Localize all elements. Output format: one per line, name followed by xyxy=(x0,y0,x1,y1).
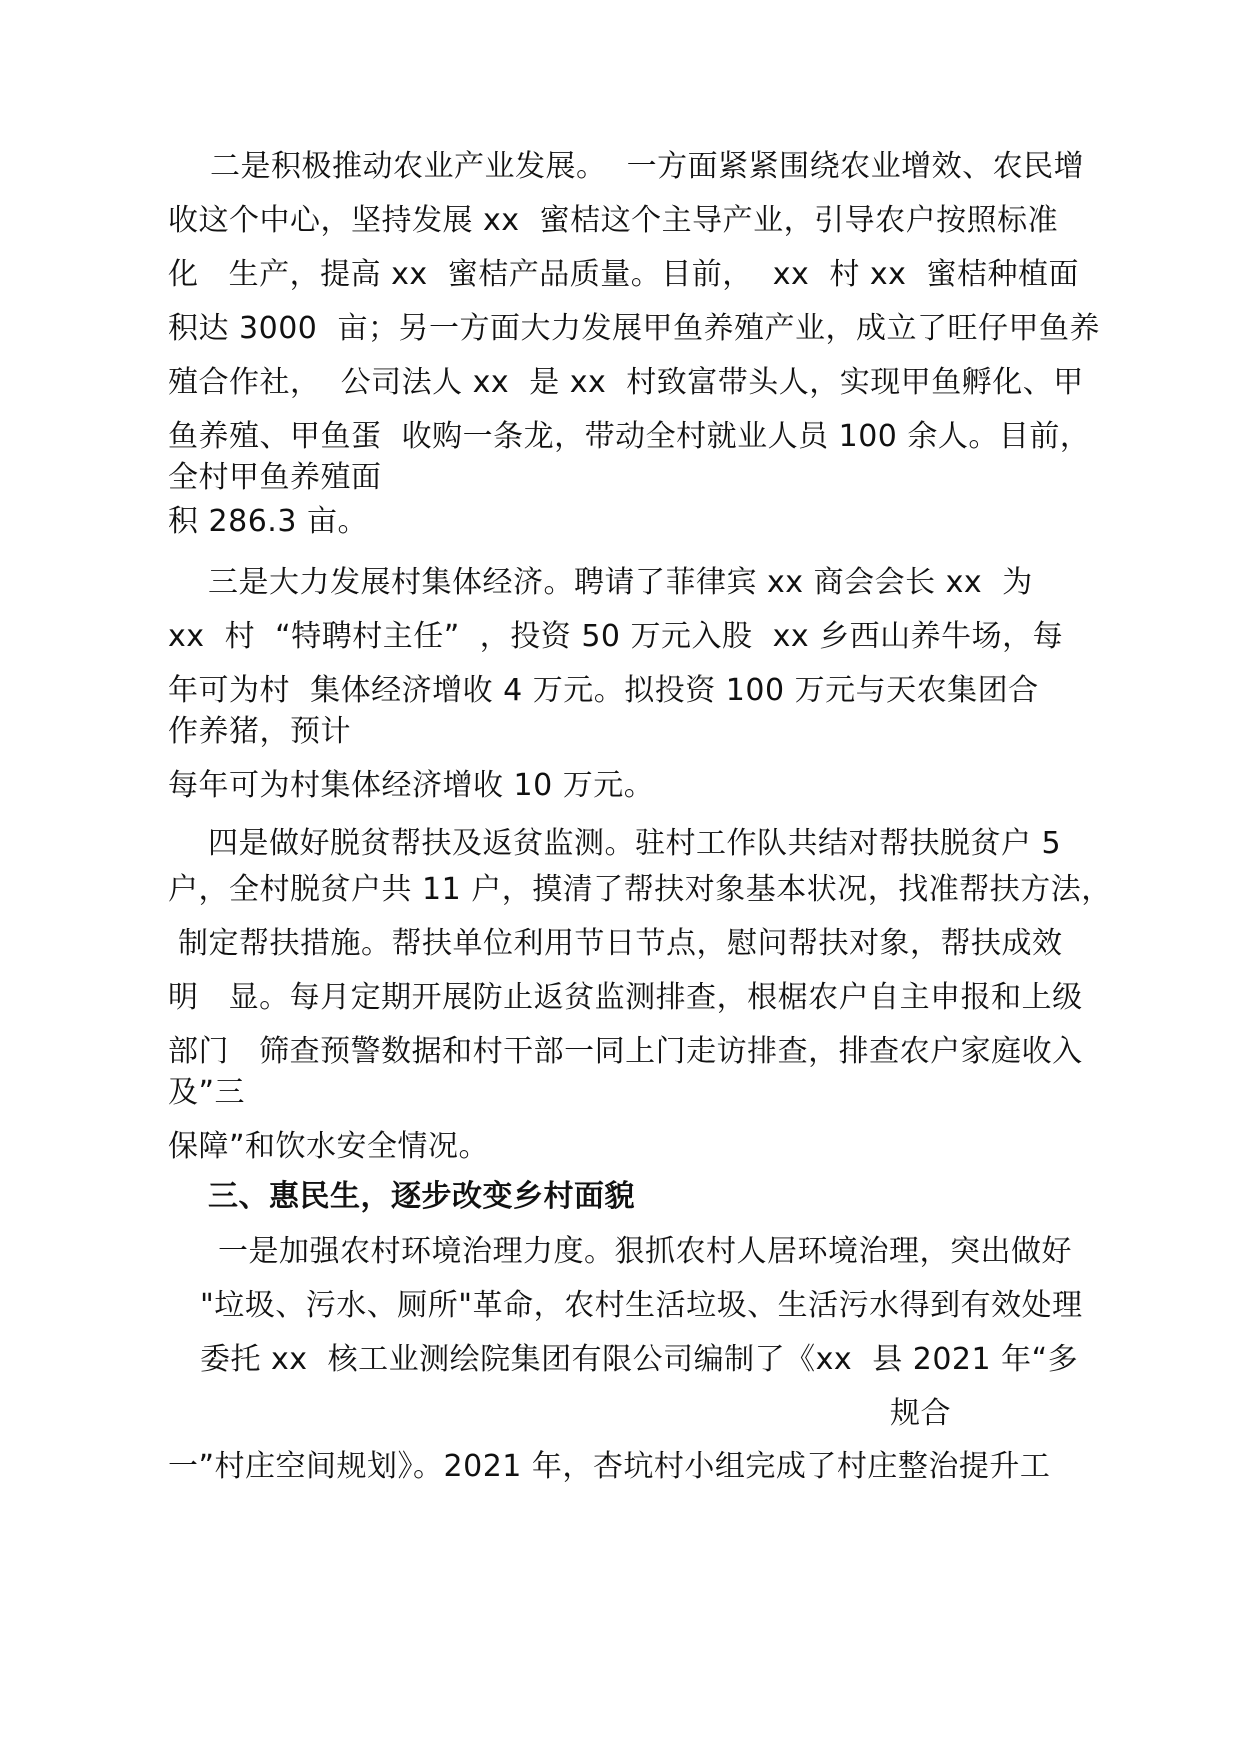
text-line: 明 显。每月定期开展防止返贫监测排查，根椐农户自主申报和上级 xyxy=(168,980,1083,1015)
text-line: 殖合作社， 公司法人 xx 是 xx 村致富带头人，实现甲鱼孵化、甲 xyxy=(168,365,1084,400)
text-line: 保障”和饮水安全情况。 xyxy=(168,1129,490,1164)
text-line: 积 286.3 亩。 xyxy=(168,504,368,539)
text-line: 二是积极推动农业产业发展。 一方面紧紧围绕农业增效、农民增 xyxy=(210,149,1085,184)
text-line: 每年可为村集体经济增收 10 万元。 xyxy=(168,768,655,803)
text-line: 鱼养殖、甲鱼蛋 收购一条龙，带动全村就业人员 100 余人。目前， xyxy=(168,419,1091,454)
text-line: 户，全村脱贫户共 11 户，摸清了帮扶对象基本状况，找准帮扶方法， xyxy=(168,872,1112,907)
text-line: 及”三 xyxy=(168,1075,246,1110)
text-line: 化 生产，提高 xx 蜜桔产品质量。目前， xx 村 xx 蜜桔种植面 xyxy=(168,257,1079,292)
text-line: 收这个中心，坚持发展 xx 蜜桔这个主导产业，引导农户按照标准 xyxy=(168,203,1059,238)
text-line: 作养猪，预计 xyxy=(168,714,351,749)
text-line: 三是大力发展村集体经济。聘请了菲律宾 xx 商会会长 xx 为 xyxy=(208,565,1033,600)
section-heading: 三、惠民生，逐步改变乡村面貌 xyxy=(208,1179,635,1214)
text-line: 四是做好脱贫帮扶及返贫监测。驻村工作队共结对帮扶脱贫户 5 xyxy=(208,826,1062,861)
text-line: 规合 xyxy=(890,1396,951,1431)
text-line: 委托 xx 核工业测绘院集团有限公司编制了《xx 县 2021 年“多 xyxy=(200,1342,1079,1377)
text-line: xx 村 “特聘村主任” ，投资 50 万元入股 xx 乡西山养牛场，每 xyxy=(168,619,1064,654)
text-line: 年可为村 集体经济增收 4 万元。拟投资 100 万元与天农集团合 xyxy=(168,673,1039,708)
text-line: 制定帮扶措施。帮扶单位利用节日节点，慰问帮扶对象，帮扶成效 xyxy=(168,926,1063,961)
text-line: 一是加强农村环境治理力度。狠抓农村人居环境治理，突出做好 xyxy=(218,1234,1072,1269)
text-line: 全村甲鱼养殖面 xyxy=(168,460,382,495)
text-line: "垃圾、污水、厕所"革命，农村生活垃圾、生活污水得到有效处理 xyxy=(200,1288,1083,1323)
text-line: 积达 3000 亩；另一方面大力发展甲鱼养殖产业，成立了旺仔甲鱼养 xyxy=(168,311,1100,346)
text-line: 一”村庄空间规划》。2021 年，杏坑村小组完成了村庄整治提升工 xyxy=(168,1449,1051,1484)
text-line: 部门 筛查预警数据和村干部一同上门走访排查，排查农户家庭收入 xyxy=(168,1034,1083,1069)
